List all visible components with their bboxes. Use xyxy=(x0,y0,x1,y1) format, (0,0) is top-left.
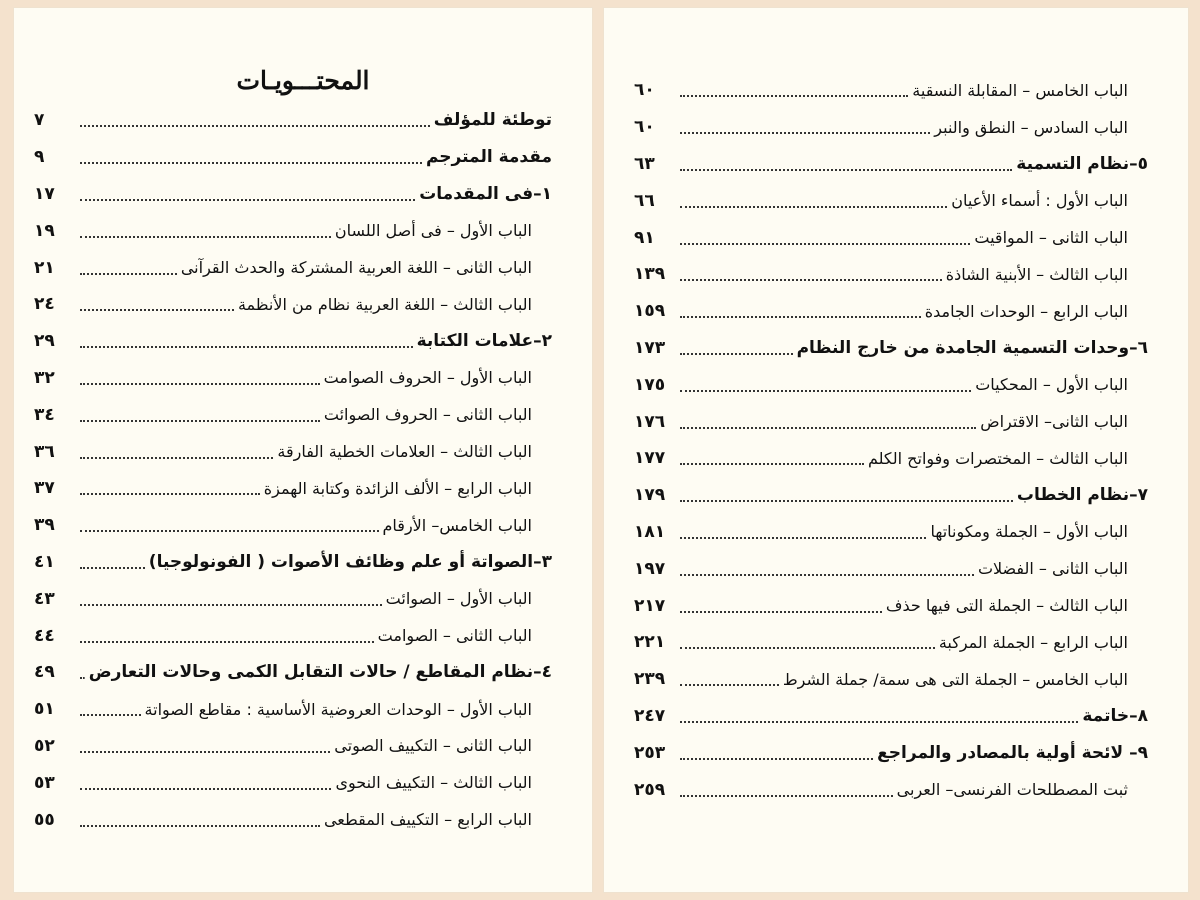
dot-leader xyxy=(80,751,330,753)
dot-leader xyxy=(680,721,1078,723)
toc-entry xyxy=(14,323,592,360)
toc-entry xyxy=(604,587,1188,624)
toc-entry xyxy=(604,771,1188,808)
toc-list-left xyxy=(14,102,592,838)
toc-entry-page-number: ٧ xyxy=(34,110,45,131)
dot-leader xyxy=(80,677,85,679)
toc-entry xyxy=(14,102,592,139)
toc-entry-label: الباب الثالث – اللغة العربية نظام من الأنظمة xyxy=(237,294,532,314)
toc-entry-label: الباب الرابع – الألف الزائدة وكتابة الهمزة xyxy=(263,478,532,498)
toc-entry-label: الباب الرابع – الجملة المركبة xyxy=(938,632,1128,652)
toc-entry-page-number: ٦٠ xyxy=(634,117,655,138)
dot-leader xyxy=(80,273,177,275)
toc-entry-page-number: ١٧٦ xyxy=(634,411,666,432)
toc-entry-page-number: ١٧٩ xyxy=(634,485,666,506)
toc-entry-page-number: ٢٣٩ xyxy=(634,669,666,690)
toc-entry-label: ٨–خاتمة xyxy=(1082,705,1148,726)
toc-entry-label: الباب الخامس – الجملة التى هى سمة/ جملة الشرط xyxy=(782,669,1128,689)
toc-entry xyxy=(14,764,592,801)
toc-entry-page-number: ٢٤ xyxy=(34,294,55,315)
toc-entry-page-number: ٤٩ xyxy=(34,662,55,683)
toc-entry xyxy=(604,403,1188,440)
toc-entry xyxy=(604,734,1188,771)
dot-leader xyxy=(80,825,320,827)
toc-entry xyxy=(14,176,592,213)
toc-entry-page-number: ٣٤ xyxy=(34,404,55,425)
right-page xyxy=(604,8,1188,892)
dot-leader xyxy=(680,95,908,97)
toc-entry xyxy=(14,801,592,838)
toc-entry xyxy=(604,624,1188,661)
toc-entry-label: الباب الثانى – اللغة العربية المشتركة والحدث القرآنى xyxy=(180,258,532,278)
toc-entry-label: الباب الأول – الوحدات العروضية الأساسية : مقاطع الصواتة xyxy=(144,699,532,719)
toc-entry xyxy=(604,146,1188,183)
toc-entry-page-number: ١٨١ xyxy=(634,521,666,542)
toc-entry xyxy=(604,109,1188,146)
toc-entry-label: الباب الثالث – المختصرات وفواتح الكلم xyxy=(867,448,1128,468)
toc-entry-label: ٧–نظام الخطاب xyxy=(1016,485,1148,506)
toc-entry-page-number: ٢١٧ xyxy=(634,595,666,616)
toc-entry xyxy=(14,507,592,544)
dot-leader xyxy=(80,309,234,311)
toc-entry-label: الباب الأول – الحروف الصوامت xyxy=(323,368,532,388)
toc-entry-page-number: ١٧٥ xyxy=(634,374,666,395)
page-title: المحتـــويـات xyxy=(236,66,370,95)
dot-leader xyxy=(680,684,779,686)
toc-entry-page-number: ٩ xyxy=(34,147,45,168)
toc-entry-label: ٢–علامات الكتابة xyxy=(416,331,552,352)
toc-entry-page-number: ٥١ xyxy=(34,699,55,720)
toc-entry-label: الباب الأول – المحكيات xyxy=(975,375,1128,395)
toc-entry-page-number: ٤١ xyxy=(34,551,55,572)
dot-leader xyxy=(680,132,930,134)
dot-leader xyxy=(680,206,947,208)
toc-entry-label: الباب السادس – النطق والنبر xyxy=(934,117,1128,137)
dot-leader xyxy=(680,353,793,355)
dot-leader xyxy=(680,316,921,318)
toc-entry-page-number: ٥٣ xyxy=(34,772,55,793)
toc-entry-page-number: ٣٦ xyxy=(34,441,55,462)
toc-entry xyxy=(604,293,1188,330)
toc-entry-label: الباب الثالث – الأبنية الشاذة xyxy=(945,264,1128,284)
toc-entry-label: الباب الثانى – التكييف الصوتى xyxy=(334,736,532,756)
toc-entry-page-number: ٦٠ xyxy=(634,80,655,101)
dot-leader xyxy=(680,243,970,245)
toc-entry-page-number: ٩١ xyxy=(634,227,655,248)
toc-entry-page-number: ١٥٩ xyxy=(634,301,666,322)
toc-entry-page-number: ٤٣ xyxy=(34,588,55,609)
toc-list-right xyxy=(604,72,1188,808)
toc-entry-label: الباب الثالث – الجملة التى فيها حذف xyxy=(885,596,1128,616)
toc-entry-label: الباب الثالث – التكييف النحوى xyxy=(335,773,532,793)
dot-leader xyxy=(80,199,415,201)
dot-leader xyxy=(680,611,882,613)
toc-entry xyxy=(14,691,592,728)
toc-entry-page-number: ٦٦ xyxy=(634,190,655,211)
dot-leader xyxy=(80,420,320,422)
dot-leader xyxy=(80,530,379,532)
dot-leader xyxy=(680,537,926,539)
toc-entry xyxy=(14,433,592,470)
toc-entry-label: ٩– لائحة أولية بالمصادر والمراجع xyxy=(877,742,1148,763)
toc-entry-label: الباب الثالث – العلامات الخطية الفارقة xyxy=(277,442,532,462)
toc-entry xyxy=(14,728,592,765)
toc-entry-label: الباب الأول – الجملة ومكوناتها xyxy=(930,522,1128,542)
toc-entry-label: الباب الثانى – الحروف الصوائت xyxy=(323,405,532,425)
toc-entry-page-number: ٣٧ xyxy=(34,478,55,499)
dot-leader xyxy=(80,788,331,790)
toc-entry xyxy=(604,514,1188,551)
toc-entry-label: ٣–الصواتة أو علم وظائف الأصوات ( الفونولوجيا) xyxy=(148,551,552,572)
toc-entry-label: الباب الخامس– الأرقام xyxy=(382,515,532,535)
toc-entry-page-number: ٢٢١ xyxy=(634,632,666,653)
dot-leader xyxy=(80,383,320,385)
dot-leader xyxy=(680,169,1012,171)
dot-leader xyxy=(80,604,382,606)
toc-entry-page-number: ٢٤٧ xyxy=(634,705,666,726)
dot-leader xyxy=(80,567,145,569)
toc-entry xyxy=(14,544,592,581)
toc-entry xyxy=(14,212,592,249)
toc-entry-label: الباب الرابع – الوحدات الجامدة xyxy=(924,301,1128,321)
dot-leader xyxy=(80,236,331,238)
toc-entry xyxy=(604,477,1188,514)
toc-entry-label: توطئة للمؤلف xyxy=(433,110,552,131)
toc-entry xyxy=(14,286,592,323)
left-page xyxy=(14,8,592,892)
toc-entry xyxy=(14,654,592,691)
toc-entry-label: مقدمة المترجم xyxy=(425,147,552,168)
toc-entry xyxy=(14,396,592,433)
toc-entry xyxy=(14,360,592,397)
toc-entry xyxy=(604,72,1188,109)
dot-leader xyxy=(680,574,974,576)
toc-entry-label: ٥–نظام التسمية xyxy=(1016,153,1148,174)
toc-entry-label: ١–فى المقدمات xyxy=(419,183,552,204)
toc-entry xyxy=(14,580,592,617)
toc-entry xyxy=(604,219,1188,256)
toc-entry-label: ٤–نظام المقاطع / حالات التقابل الكمى وحالات التعارض xyxy=(88,662,552,683)
toc-entry-page-number: ١٣٩ xyxy=(634,264,666,285)
toc-entry-label: الباب الأول – فى أصل اللسان xyxy=(334,221,532,241)
dot-leader xyxy=(680,758,873,760)
dot-leader xyxy=(680,427,976,429)
toc-entry xyxy=(604,256,1188,293)
dot-leader xyxy=(680,795,893,797)
toc-entry xyxy=(604,440,1188,477)
dot-leader xyxy=(80,125,430,127)
toc-entry-page-number: ٢١ xyxy=(34,257,55,278)
toc-entry-page-number: ٢٥٣ xyxy=(634,742,666,763)
toc-entry-page-number: ١٧٧ xyxy=(634,448,666,469)
toc-entry-label: ثبت المصطلحات الفرنسى– العربى xyxy=(896,780,1128,800)
dot-leader xyxy=(80,346,413,348)
toc-entry-page-number: ٣٩ xyxy=(34,515,55,536)
toc-entry-page-number: ١٧٣ xyxy=(634,337,666,358)
dot-leader xyxy=(680,500,1013,502)
dot-leader xyxy=(680,279,942,281)
toc-entry xyxy=(604,698,1188,735)
toc-entry xyxy=(14,617,592,654)
dot-leader xyxy=(680,390,971,392)
toc-entry xyxy=(604,550,1188,587)
toc-entry xyxy=(14,470,592,507)
toc-entry xyxy=(604,366,1188,403)
toc-entry-page-number: ٢٩ xyxy=(34,331,55,352)
toc-entry-page-number: ٢٥٩ xyxy=(634,779,666,800)
toc-entry-label: الباب الأول – الصوائت xyxy=(385,589,532,609)
toc-entry-label: الباب الرابع – التكييف المقطعى xyxy=(323,810,532,830)
toc-entry-page-number: ٥٢ xyxy=(34,735,55,756)
toc-entry-label: الباب الخامس – المقابلة النسقية xyxy=(912,80,1128,100)
dot-leader xyxy=(680,647,935,649)
toc-entry-page-number: ١٩ xyxy=(34,220,55,241)
toc-entry-page-number: ١٧ xyxy=(34,183,55,204)
dot-leader xyxy=(80,714,141,716)
dot-leader xyxy=(80,457,273,459)
toc-entry-label: الباب الثانى – المواقيت xyxy=(974,228,1128,248)
toc-entry-label: الباب الثانى– الاقتراض xyxy=(980,412,1128,432)
toc-entry-page-number: ٥٥ xyxy=(34,809,55,830)
dot-leader xyxy=(80,162,422,164)
toc-entry xyxy=(14,249,592,286)
toc-entry-label: الباب الأول : أسماء الأعيان xyxy=(951,191,1128,211)
dot-leader xyxy=(680,463,864,465)
toc-entry-label: ٦–وحدات التسمية الجامدة من خارج النظام xyxy=(796,337,1148,358)
toc-entry xyxy=(14,139,592,176)
toc-entry-page-number: ٣٢ xyxy=(34,367,55,388)
dot-leader xyxy=(80,493,260,495)
toc-entry xyxy=(604,330,1188,367)
toc-entry-page-number: ٤٤ xyxy=(34,625,55,646)
toc-entry xyxy=(604,182,1188,219)
toc-entry-label: الباب الثانى – الفضلات xyxy=(977,559,1128,579)
toc-entry xyxy=(604,661,1188,698)
toc-entry-label: الباب الثانى – الصوامت xyxy=(377,626,532,646)
dot-leader xyxy=(80,641,374,643)
toc-entry-page-number: ١٩٧ xyxy=(634,558,666,579)
toc-entry-page-number: ٦٣ xyxy=(634,153,655,174)
